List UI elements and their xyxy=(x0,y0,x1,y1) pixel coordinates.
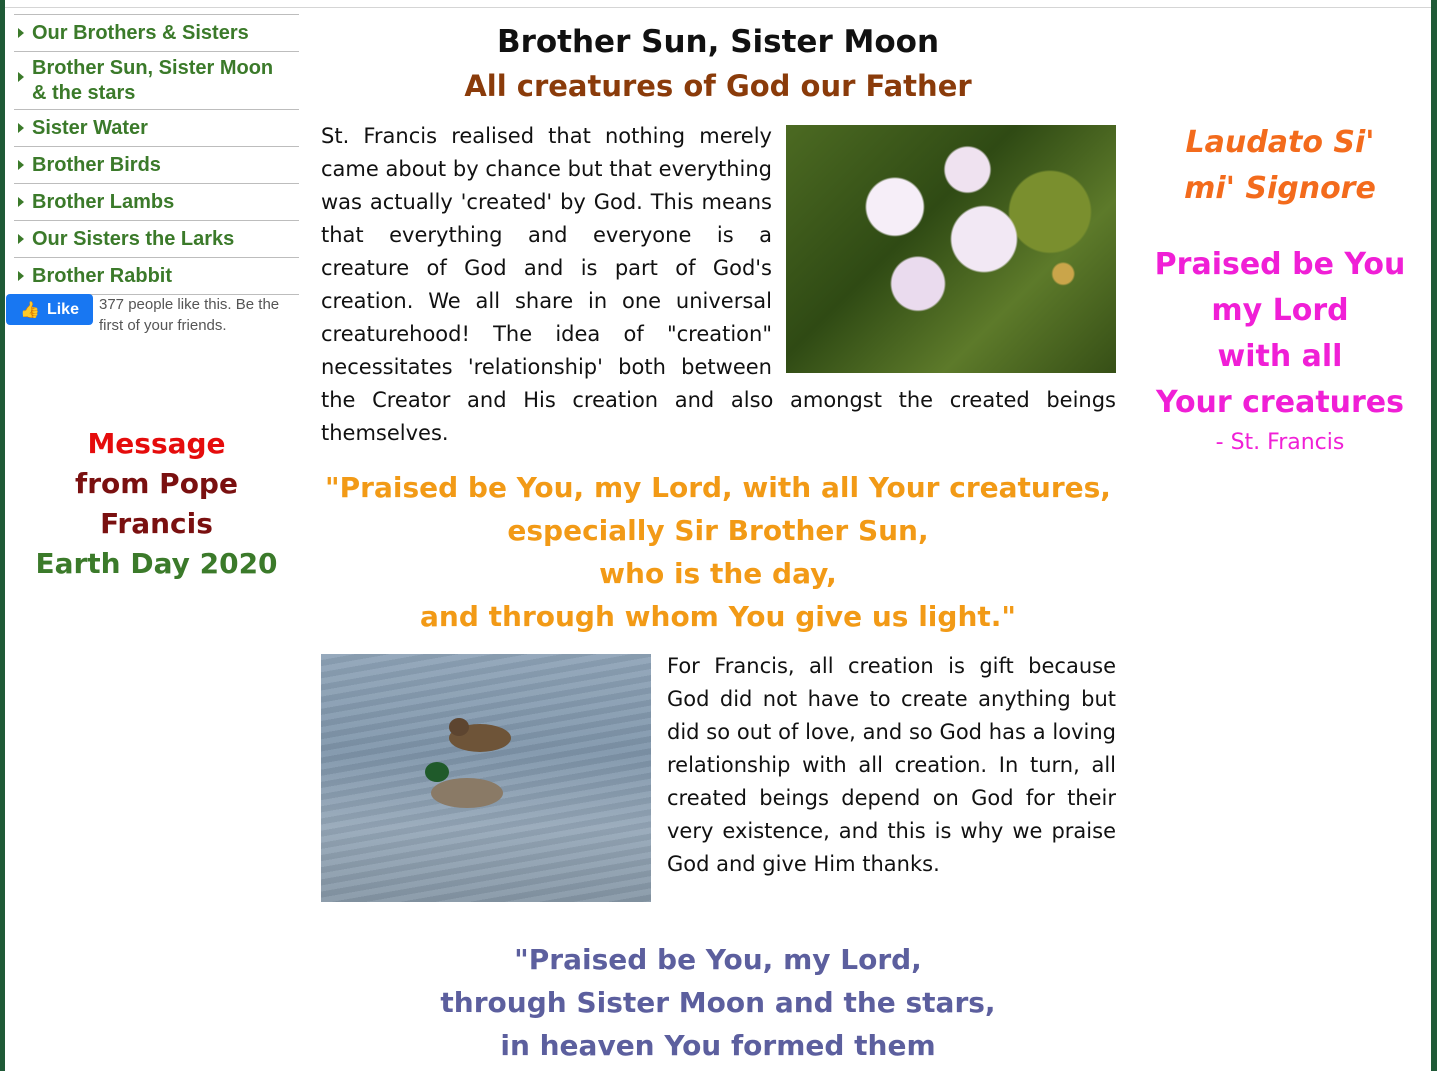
nav-item-brother-lambs[interactable] xyxy=(14,184,299,221)
canticle-quote-sun xyxy=(320,466,1116,638)
page-subtitle: All creatures of God our Father xyxy=(464,69,972,103)
facebook-like-label: Like xyxy=(46,300,79,318)
canticle-quote-moon xyxy=(320,938,1116,1067)
triangle-right-icon xyxy=(18,271,24,281)
quote-attribution: - St. Francis xyxy=(1215,430,1345,455)
facebook-like-widget xyxy=(6,294,300,336)
intro-section xyxy=(321,120,1116,450)
nav-item-label[interactable]: Our Sisters the Larks xyxy=(32,228,235,250)
quote-line: especially Sir Brother Sun, xyxy=(507,514,929,547)
message-line3[interactable]: Earth Day 2020 xyxy=(35,547,278,580)
quote-line: "Praised be You, my Lord, xyxy=(514,943,922,976)
facebook-like-count: 377 people like this. Be the first of your friends. xyxy=(99,296,280,334)
nav-item-label[interactable] xyxy=(32,56,273,106)
nav-item-sister-water[interactable] xyxy=(14,110,299,147)
page-frame-top xyxy=(5,0,1431,8)
nav-item-label-line2[interactable]: & the stars xyxy=(32,82,136,104)
nav-item-label[interactable]: Sister Water xyxy=(32,117,148,139)
triangle-right-icon xyxy=(18,123,24,133)
gift-section xyxy=(321,650,1116,908)
quote-line: in heaven You formed them xyxy=(500,1029,936,1062)
quote-line: and through whom You give us light." xyxy=(420,600,1016,633)
nav-item-label[interactable]: Our Brothers & Sisters xyxy=(32,22,249,44)
message-line2[interactable]: from Pope Francis xyxy=(75,467,238,540)
triangle-right-icon xyxy=(18,234,24,244)
laudato-si-heading xyxy=(1130,120,1430,212)
sidebar-nav xyxy=(14,14,299,295)
intro-paragraph: St. Francis realised that nothing merely came about by chance but that everything was actually 'created' by God. This means that everything and everyone is a creature of God and is part of God's creation. We all share in one universal creaturehood! The idea of "creation" necessitates 'relationship' both between the Creator and His creation and also amongst the created beings themselves. xyxy=(321,124,1116,445)
quote-line: "Praised be You, my Lord, with all Your creatures, xyxy=(325,471,1111,504)
facebook-like-button[interactable] xyxy=(6,294,93,325)
triangle-right-icon xyxy=(18,160,24,170)
ducks-on-water-photo xyxy=(321,654,651,902)
nav-item-our-sisters-the-larks[interactable] xyxy=(14,221,299,258)
nav-item-label[interactable]: Brother Birds xyxy=(32,154,161,176)
nav-item-brother-birds[interactable] xyxy=(14,147,299,184)
triangle-right-icon xyxy=(18,28,24,38)
duck-male xyxy=(431,778,503,808)
message-line1[interactable]: Message xyxy=(87,427,226,460)
nav-item-label[interactable]: Brother Lambs xyxy=(32,191,175,213)
praised-line2: my Lord xyxy=(1211,293,1349,328)
duck-female-head xyxy=(449,718,469,736)
praised-line4: Your creatures xyxy=(1155,385,1405,420)
praised-line1: Praised be You xyxy=(1154,247,1406,282)
laudato-line1: Laudato Si' xyxy=(1185,125,1375,160)
laudato-line2: mi' Signore xyxy=(1184,171,1376,206)
duck-male-head xyxy=(425,762,449,782)
gift-paragraph: For Francis, all creation is gift because God did not have to create anything but did so out of love, and so God has a loving relationship with all creation. In turn, all created beings depend on God for their very existence, and this is why we praise God and give Him thanks. xyxy=(667,654,1116,876)
nav-item-brother-sun-sister-moon[interactable] xyxy=(14,52,299,110)
page-frame-left xyxy=(0,0,5,1071)
nav-item-label[interactable]: Brother Rabbit xyxy=(32,265,172,287)
nav-item-our-brothers-sisters[interactable] xyxy=(14,15,299,52)
blackberry-blossom-photo xyxy=(786,125,1116,373)
quote-line: who is the day, xyxy=(599,557,837,590)
nav-item-brother-rabbit[interactable] xyxy=(14,258,299,295)
triangle-right-icon xyxy=(18,197,24,207)
praised-be-you-heading xyxy=(1130,242,1430,426)
thumbs-up-icon: 👍 xyxy=(20,301,40,319)
nav-item-label-line1[interactable]: Brother Sun, Sister Moon xyxy=(32,57,274,79)
page-frame-right xyxy=(1431,0,1437,1071)
page-title: Brother Sun, Sister Moon xyxy=(496,24,940,60)
triangle-right-icon xyxy=(18,72,24,82)
praised-line3: with all xyxy=(1217,339,1343,374)
quote-line: through Sister Moon and the stars, xyxy=(440,986,996,1019)
pope-message-link[interactable] xyxy=(14,424,299,584)
